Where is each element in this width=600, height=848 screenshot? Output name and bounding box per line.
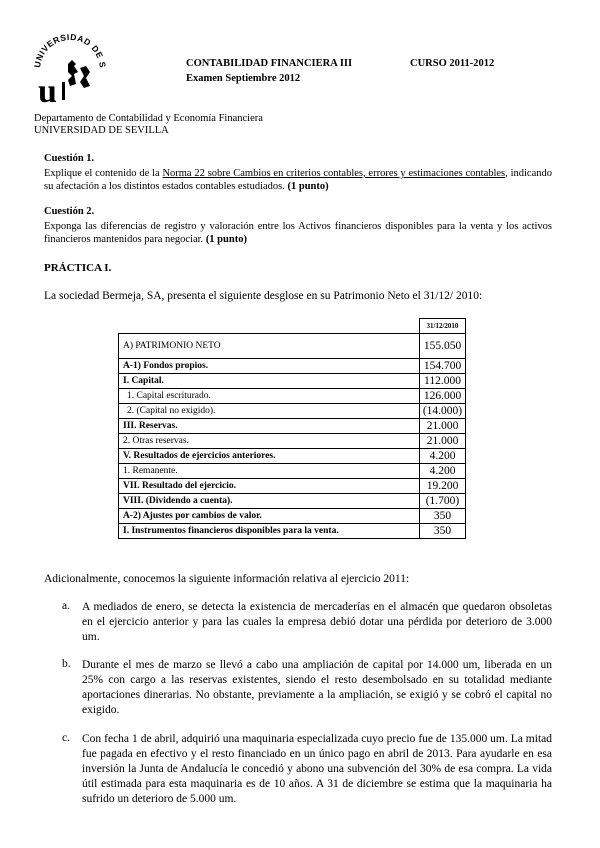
table-row: I. Instrumentos financieros disponibles para la venta. 350 <box>119 524 466 539</box>
exam-title: Examen Septiembre 2012 <box>186 73 301 84</box>
table-row: VII. Resultado del ejercicio. 19.200 <box>119 479 466 494</box>
question-1-points: (1 punto) <box>287 181 329 192</box>
university-logo <box>28 24 112 108</box>
item-a-marker: a. <box>62 600 70 612</box>
additional-info-intro: Adicionalmente, conocemos la siguiente información relativa al ejercicio 2011: <box>44 573 410 585</box>
department-name: Departamento de Contabilidad y Economía Financiera <box>34 113 263 124</box>
question-2-title: Cuestión 2. <box>44 206 95 217</box>
table-row: VIII. (Dividendo a cuenta). (1.700) <box>119 494 466 509</box>
item-a-text: A mediados de enero, se detecta la existencia de mercaderías en el almacén que quedaron obsoletas en el ejercicio anterior y para las cuales la empresa debió dotar una pérdida por deterioro de 3.000 um. <box>82 601 552 643</box>
logo-arc-text: UNIVERSIDAD DE S <box>32 31 109 69</box>
equity-table <box>118 318 466 539</box>
svg-text:UNIVERSIDAD DE SEVILLA <box>28 24 108 69</box>
item-c-marker: c. <box>62 732 70 744</box>
practice-intro: La sociedad Bermeja, SA, presenta el siguiente desglose en su Patrimonio Neto el 31/12/ 2010: <box>44 290 483 302</box>
table-row: 2. Otras reservas. 21.000 <box>119 434 466 449</box>
practice-title: PRÁCTICA I. <box>44 262 112 274</box>
table-row: III. Reservas. 21.000 <box>119 419 466 434</box>
item-b-text: Durante el mes de marzo se llevó a cabo una ampliación de capital por 14.000 um, liberada en un 25% con cargo a las reservas existentes, siendo el resto desembolsado en su totalidad mediante aportaciones dinerarias. No obstante, previamente a la ampliación, se exigió y se cobró el capital no exigido. <box>82 659 552 716</box>
question-1-title: Cuestión 1. <box>44 153 95 164</box>
question-1-text: Explique el contenido de la Norma 22 sobre Cambios en criterios contables, errores y estimaciones contables, indicando su afectación a los distintos estados contables estudiados. (1 punto) <box>44 168 552 192</box>
logo-mark: u <box>38 73 57 108</box>
table-row: A-1) Fondos propios. 154.700 <box>119 359 466 374</box>
table-row: I. Capital. 112.000 <box>119 374 466 389</box>
item-c-text: Con fecha 1 de abril, adquirió una maquinaria especializada cuyo precio fue de 135.000 um. La mitad fue pagada en efectivo y el resto financiado en un único pago en abril de 2013. Para ayudarle en esa inversión la Junta de Andalucía le concedió y abono una subvención del 30% de esa compra. La vida útil estimada para esta maquinaria es de 10 años. A 31 de diciembre se estima que la maquinaria ha sufrido un deterioro de 5.000 um. <box>82 733 552 805</box>
table-row: 2. (Capital no exigido). (14.000) <box>119 404 466 419</box>
table-row: A) PATRIMONIO NETO 155.050 <box>119 334 466 359</box>
date-header: 31/12/2010 <box>420 319 466 334</box>
course-year: CURSO 2011-2012 <box>410 58 495 69</box>
table-header-row <box>119 319 466 334</box>
table-row: 1. Capital escriturado. 126.000 <box>119 389 466 404</box>
item-b-marker: b. <box>62 658 71 670</box>
course-title: CONTABILIDAD FINANCIERA III <box>186 58 353 69</box>
table-row: V. Resultados de ejercicios anteriores. 4.200 <box>119 449 466 464</box>
table-row: A-2) Ajustes por cambios de valor. 350 <box>119 509 466 524</box>
question-2-points: (1 punto) <box>205 234 247 245</box>
university-name: UNIVERSIDAD DE SEVILLA <box>34 125 169 136</box>
table-row: 1. Remanente. 4.200 <box>119 464 466 479</box>
norma-22-reference: Norma 22 sobre Cambios en criterios contables, errores y estimaciones contables <box>162 168 506 179</box>
question-2-text: Exponga las diferencias de registro y valoración entre los Activos financieros disponibles para la venta y los activos financieros mantenidos para negociar. (1 punto) <box>44 221 552 245</box>
